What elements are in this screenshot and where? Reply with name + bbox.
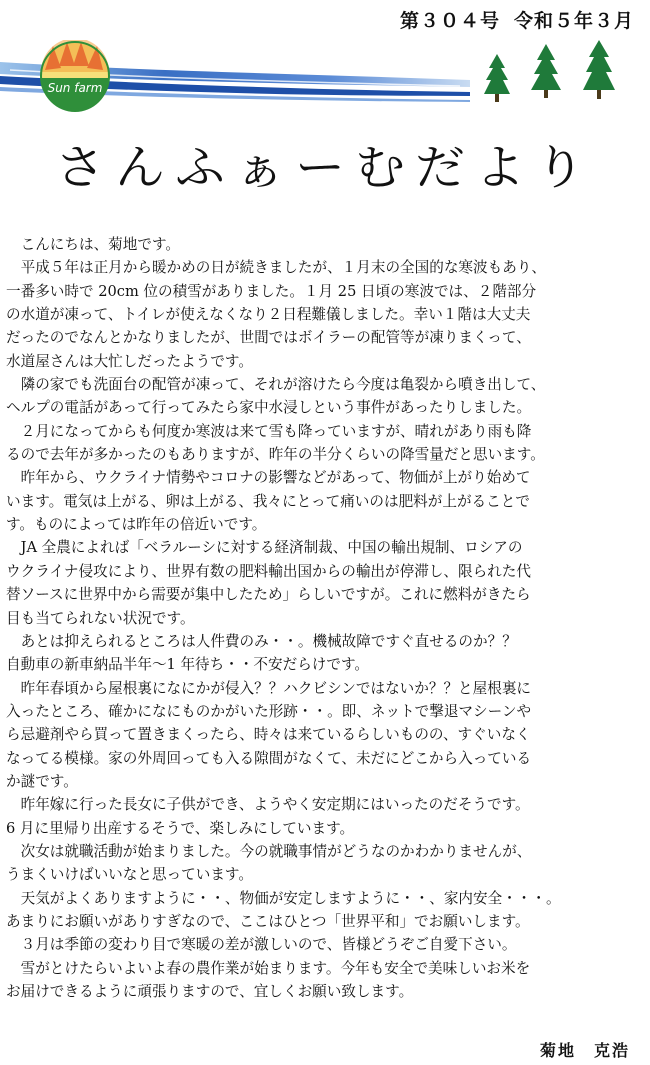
issue-number: 第３０４号 xyxy=(399,10,500,32)
pine-trees-icon xyxy=(484,40,615,102)
body-line: お届けできるように頑張りますので、宜しくお願い致します。 xyxy=(6,983,414,1000)
body-line: す。ものによっては昨年の倍近いです。 xyxy=(6,516,267,534)
author-signature: 菊地 克浩 xyxy=(539,1041,630,1060)
body-line: あまりにお願いがありすぎなので、ここはひとつ「世界平和」でお願いします。 xyxy=(6,912,530,930)
body-line: ヘルプの電話があって行ってみたら家中水浸しという事件があったりしました。 xyxy=(6,399,532,417)
body-line: 6 月に里帰り出産するそうで、楽しみにしています。 xyxy=(6,819,355,837)
body-line: か謎です。 xyxy=(6,772,78,790)
body-line: ら忌避剤やら買って置きまくったら、時々は来ているらしいものの、すぐいなく xyxy=(6,726,531,744)
issue-header xyxy=(386,6,634,33)
body-line: 水道屋さんは大忙しだったようです。 xyxy=(6,352,253,370)
body-line: なってる模様。家の外周回っても入る隙間がなくて、未だにどこから入っている xyxy=(6,749,532,767)
body-line: 天気がよくありますように・・、物価が安定しますように・・、家内安全・・・。 xyxy=(6,889,561,907)
logo-text: Sun farm xyxy=(47,81,103,95)
body-line: 目も当てられない状況です。 xyxy=(6,609,195,627)
body-line: 次女は就職活動が始まりました。今の就職事情がどうなのかわかりませんが、 xyxy=(6,842,532,860)
body-line: います。電気は上がる、卵は上がる、我々にとって痛いのは肥料が上がることで xyxy=(6,492,530,510)
newsletter-title: さんふぁーむだより xyxy=(55,140,595,196)
body-line: 隣の家でも洗面台の配管が凍って、それが溶けたら今度は亀裂から噴き出して、 xyxy=(6,376,546,394)
body-line: だったのでなんとかなりましたが、世間ではボイラーの配管等が凍りまくって、 xyxy=(6,329,531,347)
header-banner xyxy=(0,40,650,120)
sun-farm-logo-icon xyxy=(41,40,109,112)
body-line: ２月になってからも何度か寒波は来て雪も降っていますが、晴れがあり雨も降 xyxy=(6,422,532,440)
body-line: 入ったところ、確かになにものかがいた形跡・・。即、ネットで撃退マシーンや xyxy=(6,702,532,720)
body-line: るので去年が多かったのもありますが、昨年の半分くらいの降雪量だと思います。 xyxy=(6,446,545,464)
body-line: 昨年春頃から屋根裏になにかが侵入？？ハクビシンではないか？？と屋根裏に xyxy=(6,679,532,697)
body-line: 昨年嫁に行った長女に子供ができ、ようやく安定期にはいったのだそうです。 xyxy=(6,796,530,814)
body-line: 雪がとけたらいよいよ春の農作業が始まります。今年も安全で美味しいお米を xyxy=(6,959,531,977)
body-line: こんにちは、菊地です。 xyxy=(6,236,180,253)
body-line: ３月は季節の変わり目で寒暖の差が激しいので、皆様どうぞご自愛下さい。 xyxy=(6,936,517,954)
body-line: 平成５年は正月から暖かめの日が続きましたが、１月末の全国的な寒波もあり、 xyxy=(6,259,546,277)
body-line: の水道が凍って、トイレが使えなくなり２日程難儀しました。幸い１階は大丈夫 xyxy=(6,306,531,324)
issue-date: 令和５年３月 xyxy=(513,10,634,32)
letter-body xyxy=(6,233,646,1003)
body-line: JA 全農によれば「ベラルーシに対する経済制裁、中国の輸出規制、ロシアの xyxy=(6,539,523,557)
body-line: あとは抑えられるところは人件費のみ・・。機械故障ですぐ直せるのか？？ xyxy=(6,632,517,650)
body-line: ウクライナ侵攻により、世界有数の肥料輸出国からの輸出が停滞し、限られた代 xyxy=(6,562,531,580)
body-line: 一番多い時で 20cm 位の積雪がありました。１月 25 日頃の寒波では、２階部分 xyxy=(6,282,537,300)
body-line: うまくいけばいいなと思っています。 xyxy=(6,866,253,884)
body-line: 昨年から、ウクライナ情勢やコロナの影響などがあって、物価が上がり始めて xyxy=(6,469,531,487)
body-line: 自動車の新車納品半年～1 年待ち・・不安だらけです。 xyxy=(6,656,370,674)
body-line: 替ソースに世界中から需要が集中したため」らしいですが。これに燃料がきたら xyxy=(6,586,531,604)
